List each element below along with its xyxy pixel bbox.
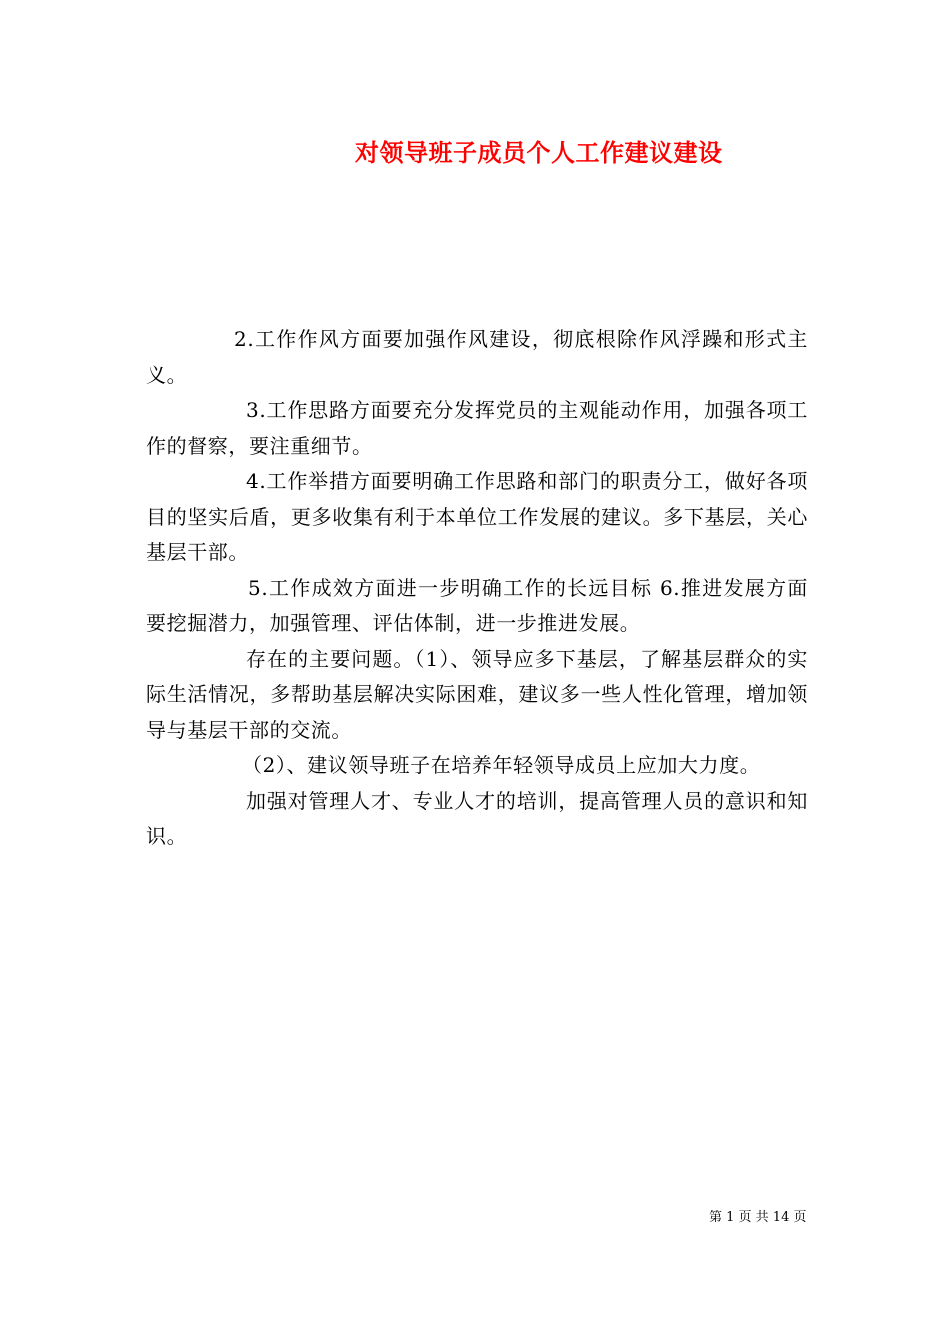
- paragraph-work-style: 2.工作作风方面要加强作风建设，彻底根除作风浮躁和形式主义。: [146, 327, 808, 387]
- paragraph-work-measures: 4.工作举措方面要明确工作思路和部门的职责分工，做好各项目的坚实后盾，更多收集有利于本单位工作发展的建议。多下基层，关心基层干部。: [146, 469, 808, 564]
- paragraph-suggestion-2: （2）、建议领导班子在培养年轻领导成员上应加大力度。: [242, 753, 761, 777]
- page-number-footer: 第 1 页 共 14 页: [709, 1210, 807, 1225]
- paragraph-work-results: 5.工作成效方面进一步明确工作的长远目标 6.推进发展方面要挖掘潜力，加强管理、评估体制，进一步推进发展。: [146, 575, 808, 635]
- paragraph-work-thinking: 3.工作思路方面要充分发挥党员的主观能动作用，加强各项工作的督察，要注重细节。: [146, 398, 808, 458]
- paragraph-main-problems: 存在的主要问题。（1）、领导应多下基层，了解基层群众的实际生活情况，多帮助基层解决实际困难，建议多一些人性化管理，增加领导与基层干部的交流。: [146, 646, 808, 742]
- paragraph-training: 加强对管理人才、专业人才的培训，提高管理人员的意识和知识。: [146, 788, 808, 848]
- document-title: 对领导班子成员个人工作建议建设: [355, 138, 723, 167]
- document-body: [146, 322, 808, 855]
